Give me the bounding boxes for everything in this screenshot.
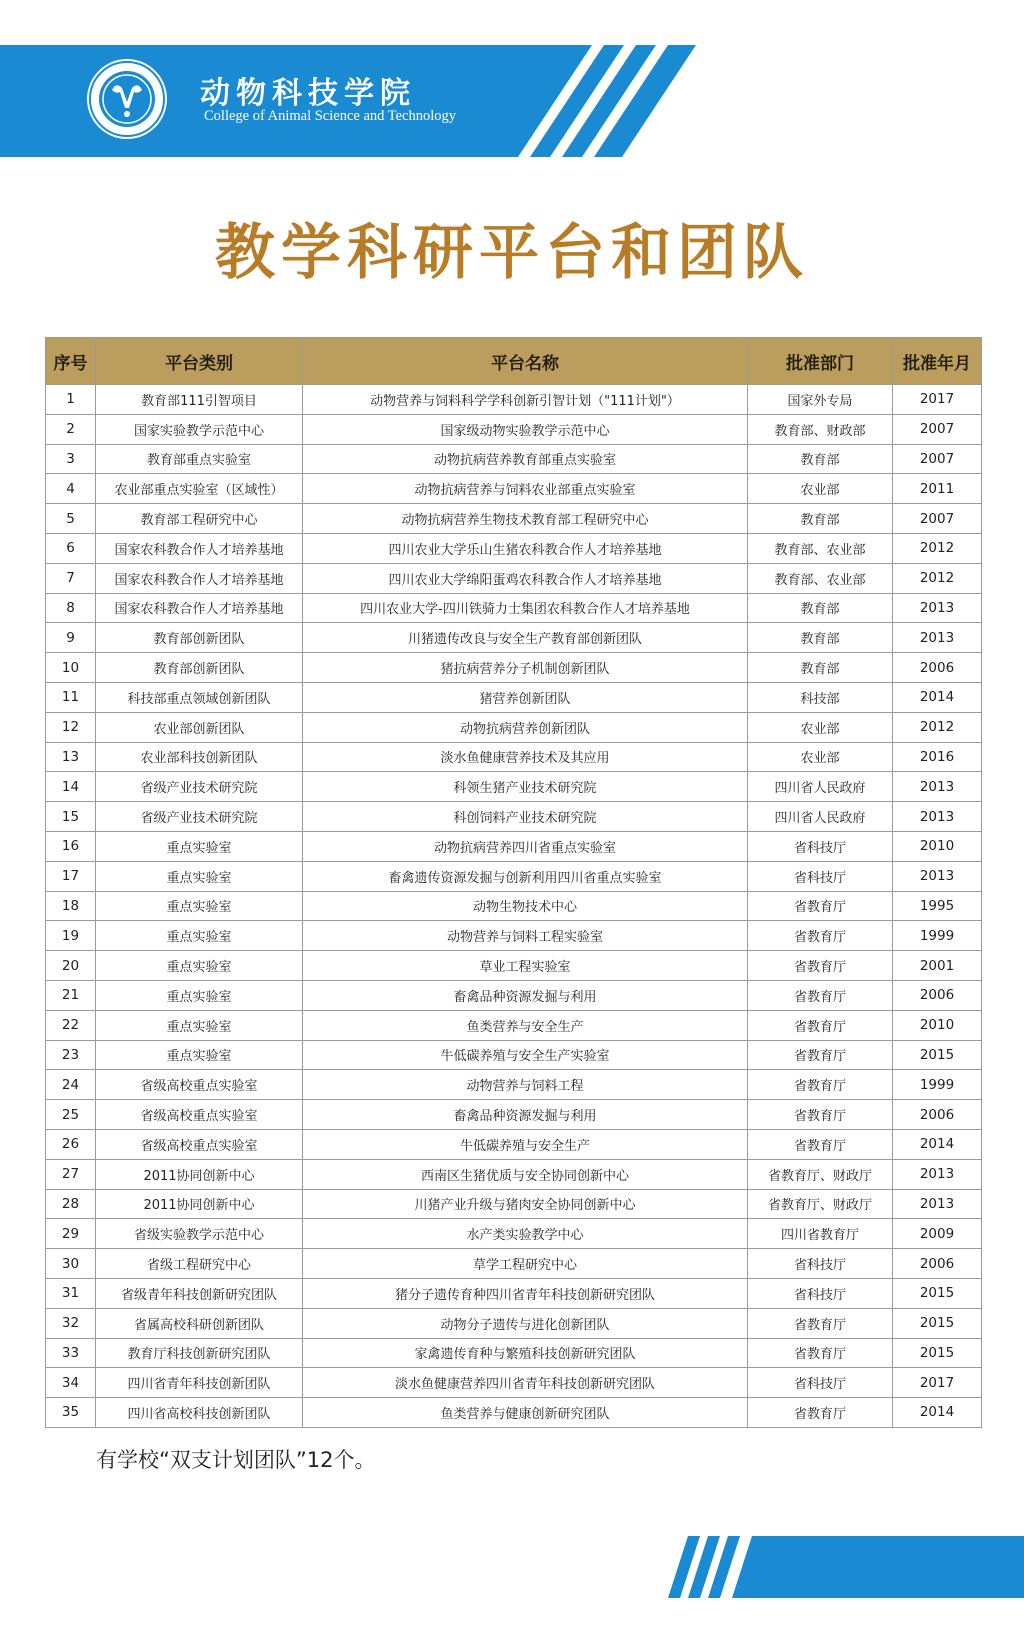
- cell-index: 21: [46, 980, 96, 1010]
- table-row: [46, 593, 982, 623]
- cell-year: 2013: [893, 1159, 982, 1189]
- cell-department: 省科技厅: [748, 831, 893, 861]
- cell-year: 2015: [893, 1308, 982, 1338]
- cell-department: 省教育厅: [748, 1338, 893, 1368]
- cell-index: 25: [46, 1100, 96, 1130]
- cell-year: 2013: [893, 802, 982, 832]
- cell-category: 省级工程研究中心: [96, 1249, 303, 1279]
- table-row: [46, 623, 982, 653]
- footnote: 有学校“双支计划团队”12个。: [96, 1448, 376, 1472]
- table-row: [46, 414, 982, 444]
- cell-department: 省教育厅: [748, 1070, 893, 1100]
- cell-index: 17: [46, 861, 96, 891]
- page-title: 教学科研平台和团队: [215, 218, 809, 288]
- cell-name: 淡水鱼健康营养技术及其应用: [303, 742, 748, 772]
- table-row: [46, 533, 982, 563]
- table-row: [46, 1249, 982, 1279]
- cell-index: 6: [46, 533, 96, 563]
- cell-index: 2: [46, 414, 96, 444]
- table-row: [46, 444, 982, 474]
- cell-index: 32: [46, 1308, 96, 1338]
- table-row: [46, 1368, 982, 1398]
- table-row: [46, 1308, 982, 1338]
- cell-category: 省级实验教学示范中心: [96, 1219, 303, 1249]
- cell-index: 8: [46, 593, 96, 623]
- cell-department: 省教育厅: [748, 921, 893, 951]
- cell-name: 四川农业大学-四川铁骑力士集团农科教合作人才培养基地: [303, 593, 748, 623]
- cell-index: 10: [46, 653, 96, 683]
- cell-year: 1999: [893, 1070, 982, 1100]
- cell-name: 动物抗病营养与饲料农业部重点实验室: [303, 474, 748, 504]
- cell-category: 教育部重点实验室: [96, 444, 303, 474]
- cell-department: 教育部: [748, 593, 893, 623]
- cell-year: 2010: [893, 831, 982, 861]
- cell-category: 农业部创新团队: [96, 712, 303, 742]
- cell-category: 四川省高校科技创新团队: [96, 1398, 303, 1428]
- cell-name: 四川农业大学绵阳蛋鸡农科教合作人才培养基地: [303, 563, 748, 593]
- cell-department: 教育部: [748, 504, 893, 534]
- cell-index: 20: [46, 951, 96, 981]
- cell-year: 2006: [893, 1100, 982, 1130]
- cell-year: 2006: [893, 653, 982, 683]
- cell-department: 教育部: [748, 444, 893, 474]
- college-name-en: College of Animal Science and Technology: [204, 108, 457, 124]
- column-header-name: 平台名称: [303, 338, 748, 385]
- cell-department: 省教育厅: [748, 1100, 893, 1130]
- cell-category: 国家农科教合作人才培养基地: [96, 563, 303, 593]
- cell-name: 四川农业大学乐山生猪农科教合作人才培养基地: [303, 533, 748, 563]
- column-header-year: 批准年月: [893, 338, 982, 385]
- cell-index: 5: [46, 504, 96, 534]
- cell-year: 2014: [893, 682, 982, 712]
- cell-name: 水产类实验教学中心: [303, 1219, 748, 1249]
- cell-category: 省级产业技术研究院: [96, 802, 303, 832]
- cell-category: 省级青年科技创新研究团队: [96, 1278, 303, 1308]
- cell-name: 淡水鱼健康营养四川省青年科技创新研究团队: [303, 1368, 748, 1398]
- cell-category: 重点实验室: [96, 921, 303, 951]
- cell-index: 19: [46, 921, 96, 951]
- cell-department: 农业部: [748, 474, 893, 504]
- cell-year: 2017: [893, 385, 982, 415]
- cell-category: 2011协同创新中心: [96, 1189, 303, 1219]
- table-row: [46, 1159, 982, 1189]
- cell-name: 川猪产业升级与猪肉安全协同创新中心: [303, 1189, 748, 1219]
- cell-year: 2013: [893, 593, 982, 623]
- cell-department: 四川省教育厅: [748, 1219, 893, 1249]
- cell-department: 教育部、财政部: [748, 414, 893, 444]
- cell-name: 动物抗病营养四川省重点实验室: [303, 831, 748, 861]
- cell-index: 3: [46, 444, 96, 474]
- cell-department: 省教育厅: [748, 1129, 893, 1159]
- cell-index: 22: [46, 1010, 96, 1040]
- cell-department: 省教育厅: [748, 1398, 893, 1428]
- cell-category: 重点实验室: [96, 861, 303, 891]
- cell-year: 2009: [893, 1219, 982, 1249]
- cell-year: 2013: [893, 623, 982, 653]
- cell-category: 重点实验室: [96, 831, 303, 861]
- table-row: [46, 1189, 982, 1219]
- cell-department: 教育部: [748, 623, 893, 653]
- cell-year: 2012: [893, 533, 982, 563]
- column-header-category: 平台类别: [96, 338, 303, 385]
- cell-index: 18: [46, 891, 96, 921]
- cell-index: 35: [46, 1398, 96, 1428]
- cell-name: 科领生猪产业技术研究院: [303, 772, 748, 802]
- cell-index: 12: [46, 712, 96, 742]
- college-logo: [86, 58, 168, 140]
- cell-index: 28: [46, 1189, 96, 1219]
- cell-year: 2015: [893, 1040, 982, 1070]
- cell-year: 2017: [893, 1368, 982, 1398]
- cell-category: 重点实验室: [96, 1010, 303, 1040]
- cell-name: 畜禽品种资源发掘与利用: [303, 980, 748, 1010]
- cell-index: 34: [46, 1368, 96, 1398]
- cell-department: 教育部: [748, 653, 893, 683]
- cell-category: 教育部工程研究中心: [96, 504, 303, 534]
- cell-year: 2006: [893, 980, 982, 1010]
- cell-category: 2011协同创新中心: [96, 1159, 303, 1189]
- cell-index: 23: [46, 1040, 96, 1070]
- cell-index: 30: [46, 1249, 96, 1279]
- cell-index: 1: [46, 385, 96, 415]
- cell-name: 动物营养与饲料科学学科创新引智计划（"111计划"）: [303, 385, 748, 415]
- table-row: [46, 504, 982, 534]
- cell-name: 猪分子遗传育种四川省青年科技创新研究团队: [303, 1278, 748, 1308]
- cell-index: 11: [46, 682, 96, 712]
- cell-name: 猪抗病营养分子机制创新团队: [303, 653, 748, 683]
- cell-name: 草学工程研究中心: [303, 1249, 748, 1279]
- table-body: [46, 385, 982, 1428]
- footer-band-graphic: [0, 1536, 1024, 1598]
- table-row: [46, 385, 982, 415]
- cell-name: 猪营养创新团队: [303, 682, 748, 712]
- platform-table: [45, 337, 982, 1428]
- cell-index: 29: [46, 1219, 96, 1249]
- cell-category: 省级高校重点实验室: [96, 1100, 303, 1130]
- cell-year: 2013: [893, 1189, 982, 1219]
- cell-name: 西南区生猪优质与安全协同创新中心: [303, 1159, 748, 1189]
- column-header-department: 批准部门: [748, 338, 893, 385]
- column-header-index: 序号: [46, 338, 96, 385]
- cell-year: 2012: [893, 563, 982, 593]
- cell-name: 动物营养与饲料工程实验室: [303, 921, 748, 951]
- cell-year: 1999: [893, 921, 982, 951]
- cell-year: 2010: [893, 1010, 982, 1040]
- cell-department: 教育部、农业部: [748, 563, 893, 593]
- cell-year: 2006: [893, 1249, 982, 1279]
- cell-year: 2011: [893, 474, 982, 504]
- cell-department: 省科技厅: [748, 1278, 893, 1308]
- cell-department: 省教育厅: [748, 1308, 893, 1338]
- cell-index: 7: [46, 563, 96, 593]
- cell-index: 4: [46, 474, 96, 504]
- table-row: [46, 1010, 982, 1040]
- cell-name: 动物抗病营养创新团队: [303, 712, 748, 742]
- table-row: [46, 474, 982, 504]
- cell-name: 牛低碳养殖与安全生产实验室: [303, 1040, 748, 1070]
- cell-category: 省属高校科研创新团队: [96, 1308, 303, 1338]
- cell-department: 农业部: [748, 742, 893, 772]
- cell-index: 16: [46, 831, 96, 861]
- cell-department: 省教育厅: [748, 1040, 893, 1070]
- cell-year: 2015: [893, 1338, 982, 1368]
- cell-category: 教育部创新团队: [96, 623, 303, 653]
- cell-index: 9: [46, 623, 96, 653]
- cell-category: 农业部重点实验室（区域性）: [96, 474, 303, 504]
- cell-category: 国家实验教学示范中心: [96, 414, 303, 444]
- cell-index: 24: [46, 1070, 96, 1100]
- cell-department: 科技部: [748, 682, 893, 712]
- cell-category: 教育厅科技创新研究团队: [96, 1338, 303, 1368]
- cell-name: 动物抗病营养生物技术教育部工程研究中心: [303, 504, 748, 534]
- cell-index: 15: [46, 802, 96, 832]
- cell-name: 草业工程实验室: [303, 951, 748, 981]
- cell-year: 2014: [893, 1129, 982, 1159]
- cell-year: 2013: [893, 772, 982, 802]
- cell-name: 鱼类营养与健康创新研究团队: [303, 1398, 748, 1428]
- cell-department: 农业部: [748, 712, 893, 742]
- table-row: [46, 980, 982, 1010]
- cell-department: 省教育厅: [748, 951, 893, 981]
- table-row: [46, 1219, 982, 1249]
- cell-category: 重点实验室: [96, 951, 303, 981]
- table-row: [46, 921, 982, 951]
- cell-department: 国家外专局: [748, 385, 893, 415]
- table-row: [46, 1338, 982, 1368]
- cell-department: 省教育厅、财政厅: [748, 1189, 893, 1219]
- table-row: [46, 653, 982, 683]
- cell-category: 农业部科技创新团队: [96, 742, 303, 772]
- cell-year: 2007: [893, 444, 982, 474]
- table-row: [46, 1100, 982, 1130]
- table-row: [46, 831, 982, 861]
- cell-category: 省级产业技术研究院: [96, 772, 303, 802]
- cell-name: 畜禽遗传资源发掘与创新利用四川省重点实验室: [303, 861, 748, 891]
- cell-department: 省教育厅、财政厅: [748, 1159, 893, 1189]
- cell-name: 畜禽品种资源发掘与利用: [303, 1100, 748, 1130]
- cell-year: 2013: [893, 861, 982, 891]
- table-row: [46, 563, 982, 593]
- cell-category: 国家农科教合作人才培养基地: [96, 533, 303, 563]
- table-row: [46, 1278, 982, 1308]
- cell-name: 动物生物技术中心: [303, 891, 748, 921]
- cell-year: 1995: [893, 891, 982, 921]
- cell-name: 科创饲料产业技术研究院: [303, 802, 748, 832]
- cell-department: 省科技厅: [748, 1368, 893, 1398]
- table-row: [46, 1070, 982, 1100]
- table-row: [46, 742, 982, 772]
- cell-category: 重点实验室: [96, 980, 303, 1010]
- table-row: [46, 891, 982, 921]
- cell-name: 牛低碳养殖与安全生产: [303, 1129, 748, 1159]
- cell-department: 省教育厅: [748, 1010, 893, 1040]
- cell-index: 26: [46, 1129, 96, 1159]
- footer-band: [0, 1536, 1024, 1598]
- table-row: [46, 951, 982, 981]
- cell-category: 重点实验室: [96, 1040, 303, 1070]
- cell-year: 2014: [893, 1398, 982, 1428]
- cell-name: 川猪遗传改良与安全生产教育部创新团队: [303, 623, 748, 653]
- cell-category: 省级高校重点实验室: [96, 1129, 303, 1159]
- cell-year: 2016: [893, 742, 982, 772]
- cell-year: 2012: [893, 712, 982, 742]
- cell-year: 2001: [893, 951, 982, 981]
- table-row: [46, 802, 982, 832]
- cell-name: 国家级动物实验教学示范中心: [303, 414, 748, 444]
- cell-index: 13: [46, 742, 96, 772]
- cell-index: 33: [46, 1338, 96, 1368]
- cell-year: 2007: [893, 414, 982, 444]
- table-row: [46, 1398, 982, 1428]
- cell-department: 省教育厅: [748, 891, 893, 921]
- cell-name: 动物分子遗传与进化创新团队: [303, 1308, 748, 1338]
- cell-index: 27: [46, 1159, 96, 1189]
- cell-index: 31: [46, 1278, 96, 1308]
- cell-category: 教育部创新团队: [96, 653, 303, 683]
- cell-department: 省科技厅: [748, 1249, 893, 1279]
- table-row: [46, 1040, 982, 1070]
- cell-department: 四川省人民政府: [748, 802, 893, 832]
- cell-year: 2015: [893, 1278, 982, 1308]
- table-row: [46, 712, 982, 742]
- table-row: [46, 772, 982, 802]
- cell-department: 省科技厅: [748, 861, 893, 891]
- cell-department: 省教育厅: [748, 980, 893, 1010]
- cell-year: 2007: [893, 504, 982, 534]
- cell-category: 重点实验室: [96, 891, 303, 921]
- cell-category: 教育部111引智项目: [96, 385, 303, 415]
- college-name-cn: 动物科技学院: [200, 76, 416, 111]
- table-row: [46, 861, 982, 891]
- cell-category: 科技部重点领域创新团队: [96, 682, 303, 712]
- cell-name: 家禽遗传育种与繁殖科技创新研究团队: [303, 1338, 748, 1368]
- cell-name: 动物抗病营养教育部重点实验室: [303, 444, 748, 474]
- cell-name: 鱼类营养与安全生产: [303, 1010, 748, 1040]
- table-row: [46, 1129, 982, 1159]
- cell-index: 14: [46, 772, 96, 802]
- cell-category: 省级高校重点实验室: [96, 1070, 303, 1100]
- cell-department: 四川省人民政府: [748, 772, 893, 802]
- table-row: [46, 682, 982, 712]
- cell-category: 四川省青年科技创新团队: [96, 1368, 303, 1398]
- cell-name: 动物营养与饲料工程: [303, 1070, 748, 1100]
- table-header-row: [46, 338, 982, 385]
- cell-department: 教育部、农业部: [748, 533, 893, 563]
- cell-category: 国家农科教合作人才培养基地: [96, 593, 303, 623]
